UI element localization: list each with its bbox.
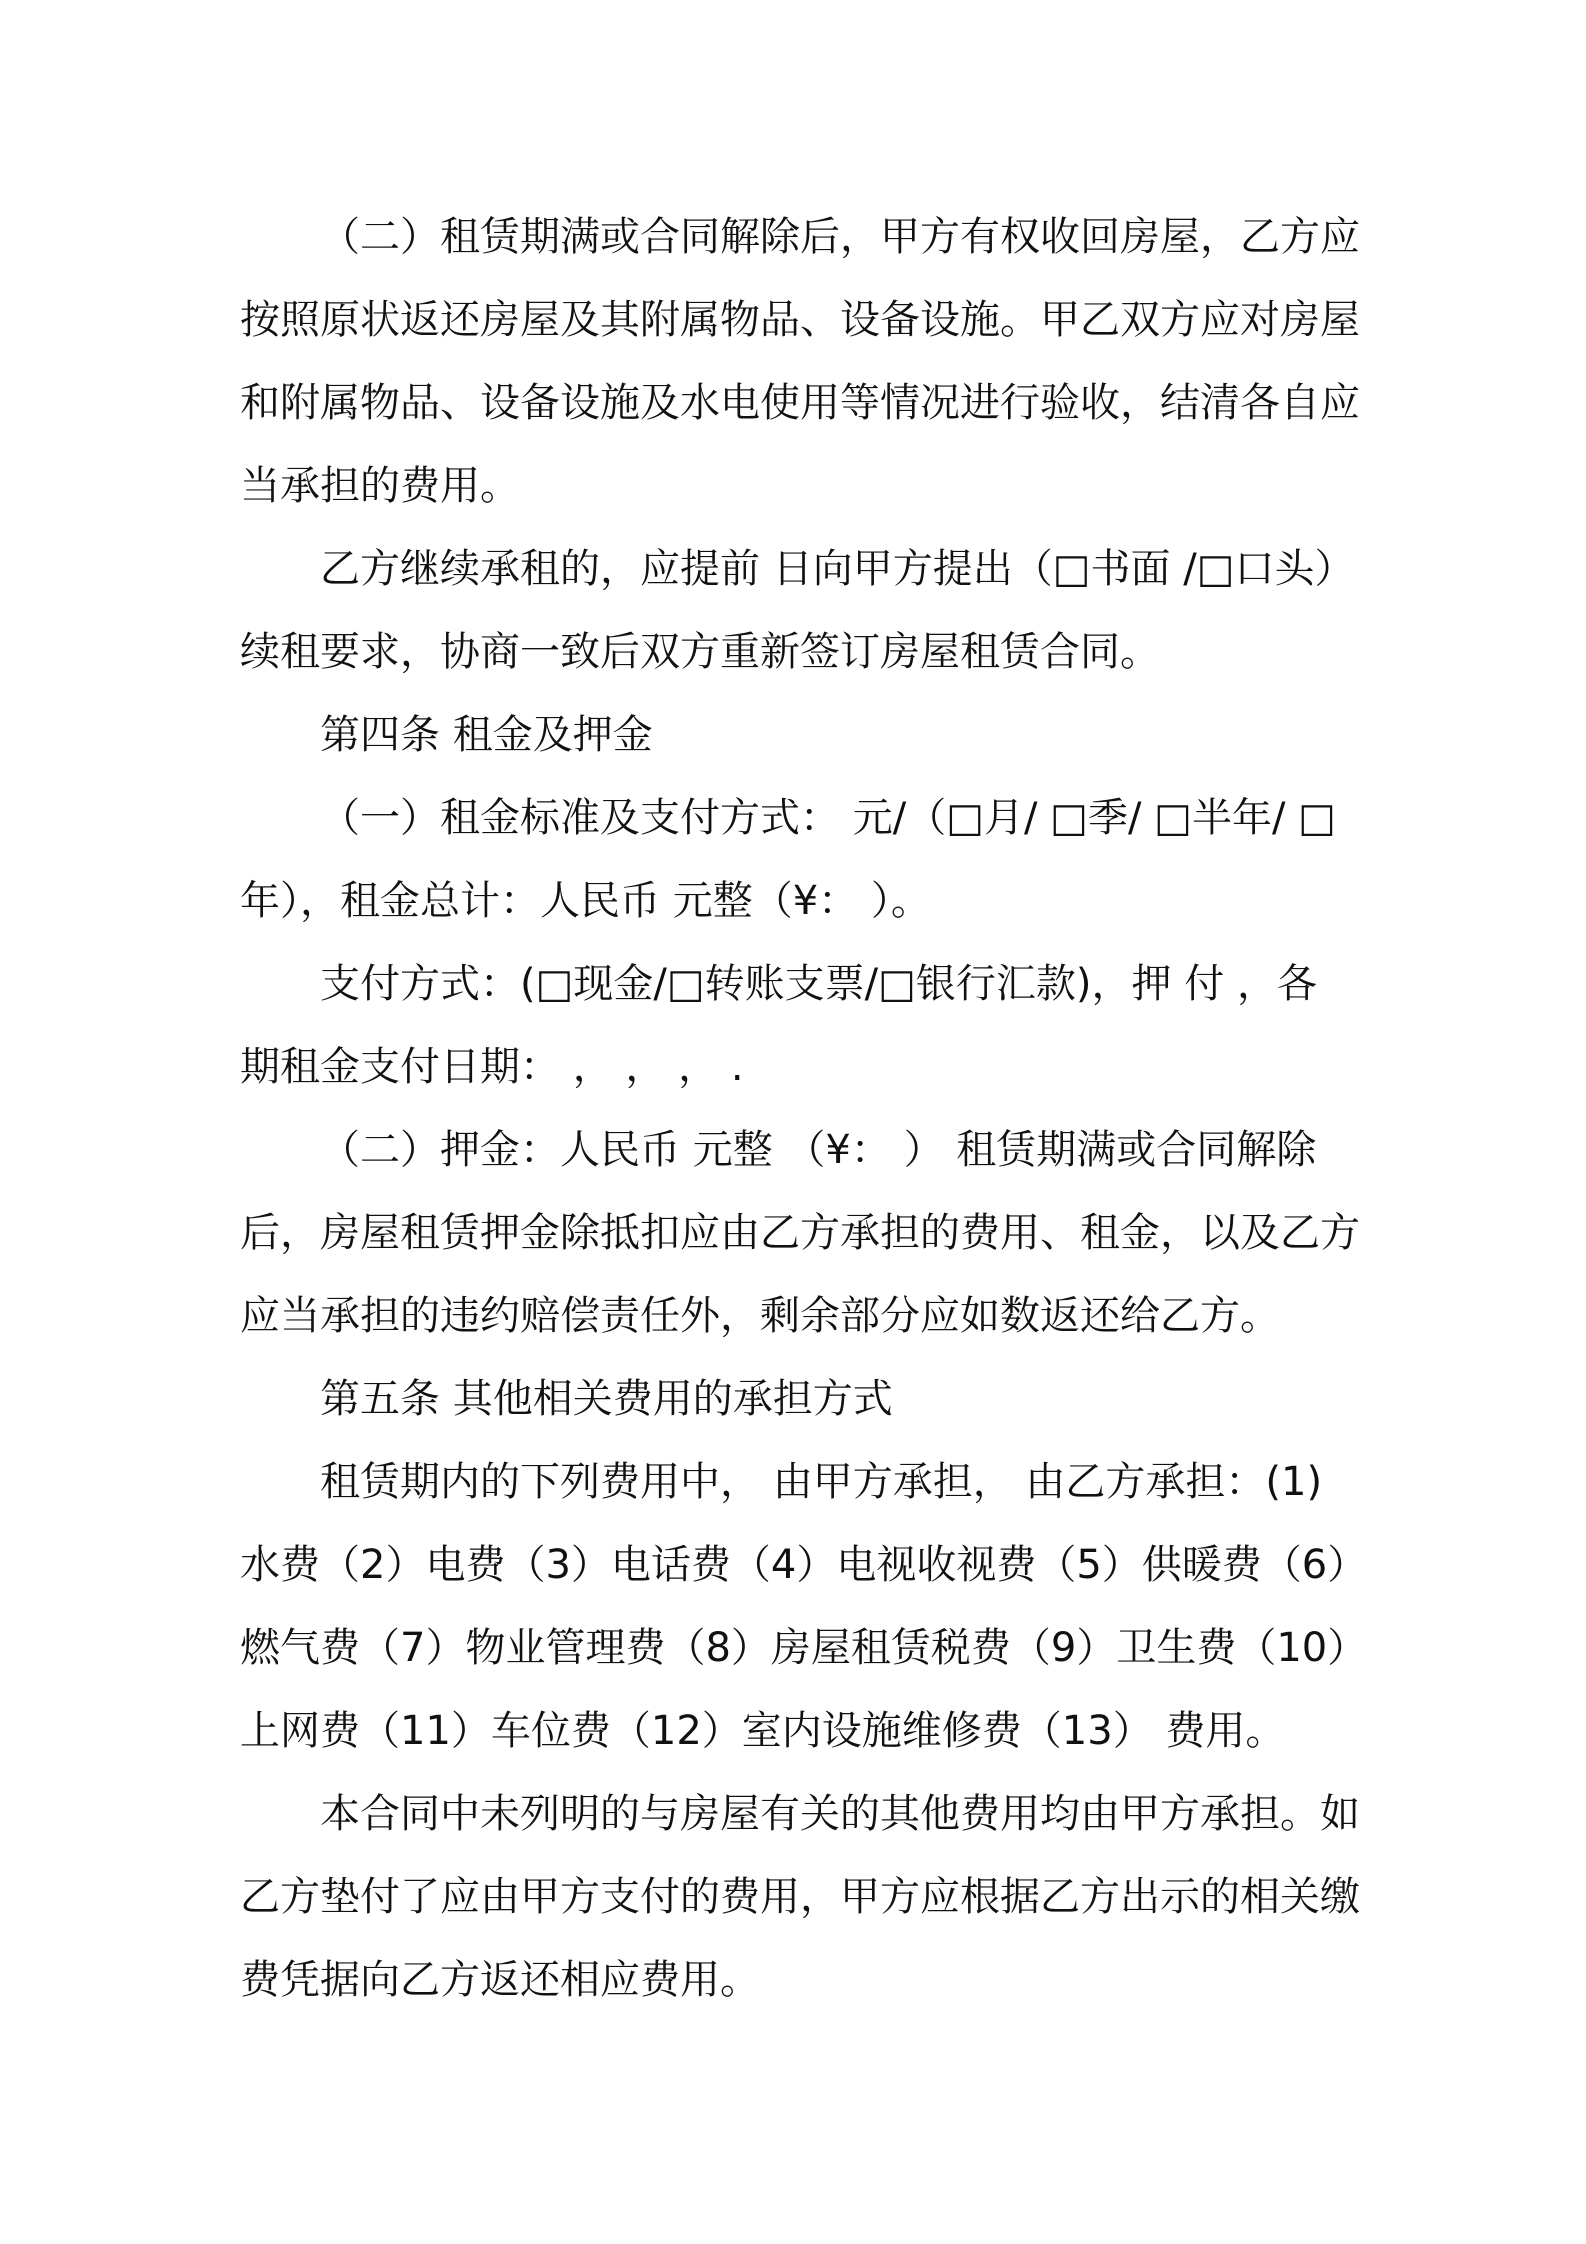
text-line: 后，房屋租赁押金除抵扣应由乙方承担的费用、租金，以及乙方 xyxy=(240,1210,1360,1256)
text-line: 乙方垫付了应由甲方支付的费用，甲方应根据乙方出示的相关缴 xyxy=(240,1874,1360,1920)
text-line: 租赁期内的下列费用中， 由甲方承担， 由乙方承担：(1) xyxy=(320,1459,1323,1505)
text-line: 上网费（11）车位费（12）室内设施维修费（13） 费用。 xyxy=(240,1708,1286,1754)
text-line: 续租要求，协商一致后双方重新签订房屋租赁合同。 xyxy=(240,629,1160,675)
text-line: 本合同中未列明的与房屋有关的其他费用均由甲方承担。如 xyxy=(320,1791,1360,1837)
text-line: 应当承担的违约赔偿责任外，剩余部分应如数返还给乙方。 xyxy=(240,1293,1280,1339)
section-heading: 第五条 其他相关费用的承担方式 xyxy=(320,1376,893,1422)
text-line: 支付方式：(□现金/□转账支票/□银行汇款)，押 付 ，各 xyxy=(320,961,1317,1007)
text-line: 期租金支付日期： ， ， ， . xyxy=(240,1044,744,1090)
text-line: （二）租赁期满或合同解除后，甲方有权收回房屋，乙方应 xyxy=(320,214,1360,260)
text-line: 燃气费（7）物业管理费（8）房屋租赁税费（9）卫生费（10） xyxy=(240,1625,1368,1671)
section-heading: 第四条 租金及押金 xyxy=(320,712,653,758)
text-line: 年），租金总计：人民币 元整（¥： ）。 xyxy=(240,878,931,924)
text-line: 水费（2）电费（3）电话费（4）电视收视费（5）供暖费（6） xyxy=(240,1542,1368,1588)
text-line: 乙方继续承租的，应提前 日向甲方提出（□书面 /□口头） xyxy=(320,546,1355,592)
text-line: 当承担的费用。 xyxy=(240,463,520,509)
text-line: （二）押金：人民币 元整 （¥： ） 租赁期满或合同解除 xyxy=(320,1127,1317,1173)
document-body xyxy=(240,196,1368,2022)
text-line: 和附属物品、设备设施及水电使用等情况进行验收，结清各自应 xyxy=(240,380,1360,426)
text-line: 按照原状返还房屋及其附属物品、设备设施。甲乙双方应对房屋 xyxy=(240,297,1360,343)
text-line: （一）租金标准及支付方式： 元/（□月/ □季/ □半年/ □ xyxy=(320,795,1336,841)
text-line: 费凭据向乙方返还相应费用。 xyxy=(240,1957,760,2003)
